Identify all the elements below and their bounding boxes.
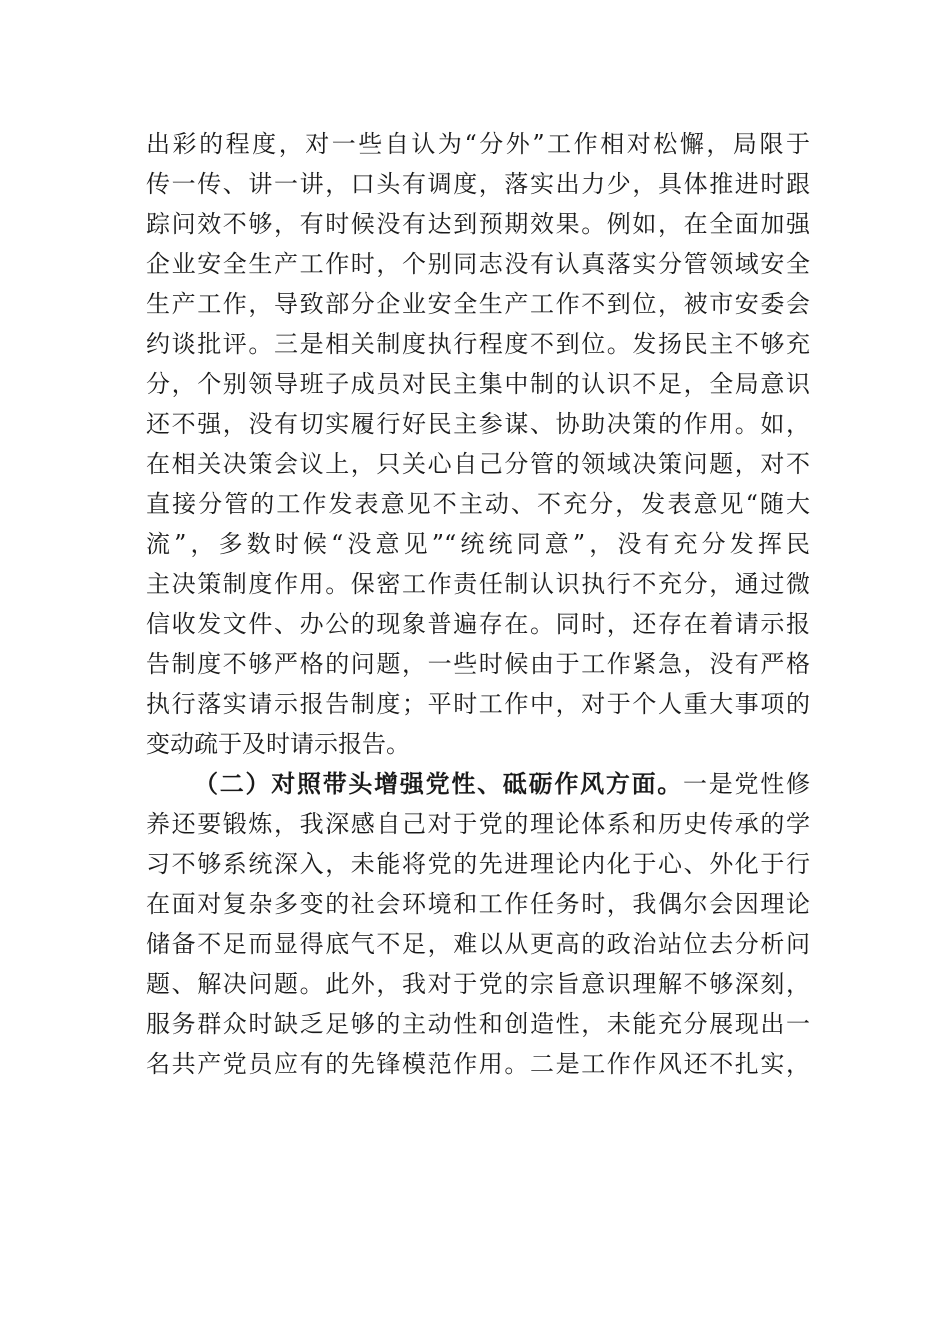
text-line: 养还要锻炼，我深感自己对于党的理论体系和历史传承的学 (146, 810, 810, 838)
text-line: 名共产党员应有的先锋模范作用。二是工作作风还不扎实， (146, 1050, 810, 1078)
text-line: 传一传、讲一讲，口头有调度，落实出力少，具体推进时跟 (146, 170, 810, 198)
text-line: 服务群众时缺乏足够的主动性和创造性，未能充分展现出一 (146, 1010, 810, 1038)
text-line: 在面对复杂多变的社会环境和工作任务时，我偶尔会因理论 (146, 890, 810, 918)
paragraph-1 (146, 124, 810, 764)
text-line: 信收发文件、办公的现象普遍存在。同时，还存在着请示报 (146, 610, 810, 638)
text-line: 还不强，没有切实履行好民主参谋、协助决策的作用。如， (146, 410, 810, 438)
text-line: 习不够系统深入，未能将党的先进理论内化于心、外化于行 (146, 850, 810, 878)
text-line: 分，个别领导班子成员对民主集中制的认识不足，全局意识 (146, 370, 810, 398)
text-line: 储备不足而显得底气不足，难以从更高的政治站位去分析问 (146, 930, 810, 958)
text-line: 题、解决问题。此外，我对于党的宗旨意识理解不够深刻， (146, 970, 810, 998)
text-line: 变动疏于及时请示报告。 (146, 730, 410, 758)
paragraph-2 (146, 764, 810, 1084)
document-body (146, 124, 810, 1084)
text-line: 执行落实请示报告制度；平时工作中，对于个人重大事项的 (146, 690, 810, 718)
text-line: 企业安全生产工作时，个别同志没有认真落实分管领域安全 (146, 250, 810, 278)
section-heading: （二）对照带头增强党性、砥砺作风方面。 (194, 769, 684, 798)
text-run: 一是党性修 (683, 770, 811, 798)
text-line: 主决策制度作用。保密工作责任制认识执行不充分，通过微 (146, 570, 810, 598)
text-line: 流”，多数时候“没意见”“统统同意”，没有充分发挥民 (146, 530, 810, 558)
text-line: 直接分管的工作发表意见不主动、不充分，发表意见“随大 (146, 490, 810, 518)
text-line: 约谈批评。三是相关制度执行程度不到位。发扬民主不够充 (146, 330, 810, 358)
text-line: 踪问效不够，有时候没有达到预期效果。例如，在全面加强 (146, 210, 810, 238)
text-line: 在相关决策会议上，只关心自己分管的领域决策问题，对不 (146, 450, 810, 478)
text-line: 出彩的程度，对一些自认为“分外”工作相对松懈，局限于 (146, 130, 810, 158)
text-line: 生产工作，导致部分企业安全生产工作不到位，被市安委会 (146, 290, 810, 318)
text-line (146, 764, 810, 804)
text-line: 告制度不够严格的问题，一些时候由于工作紧急，没有严格 (146, 650, 810, 678)
